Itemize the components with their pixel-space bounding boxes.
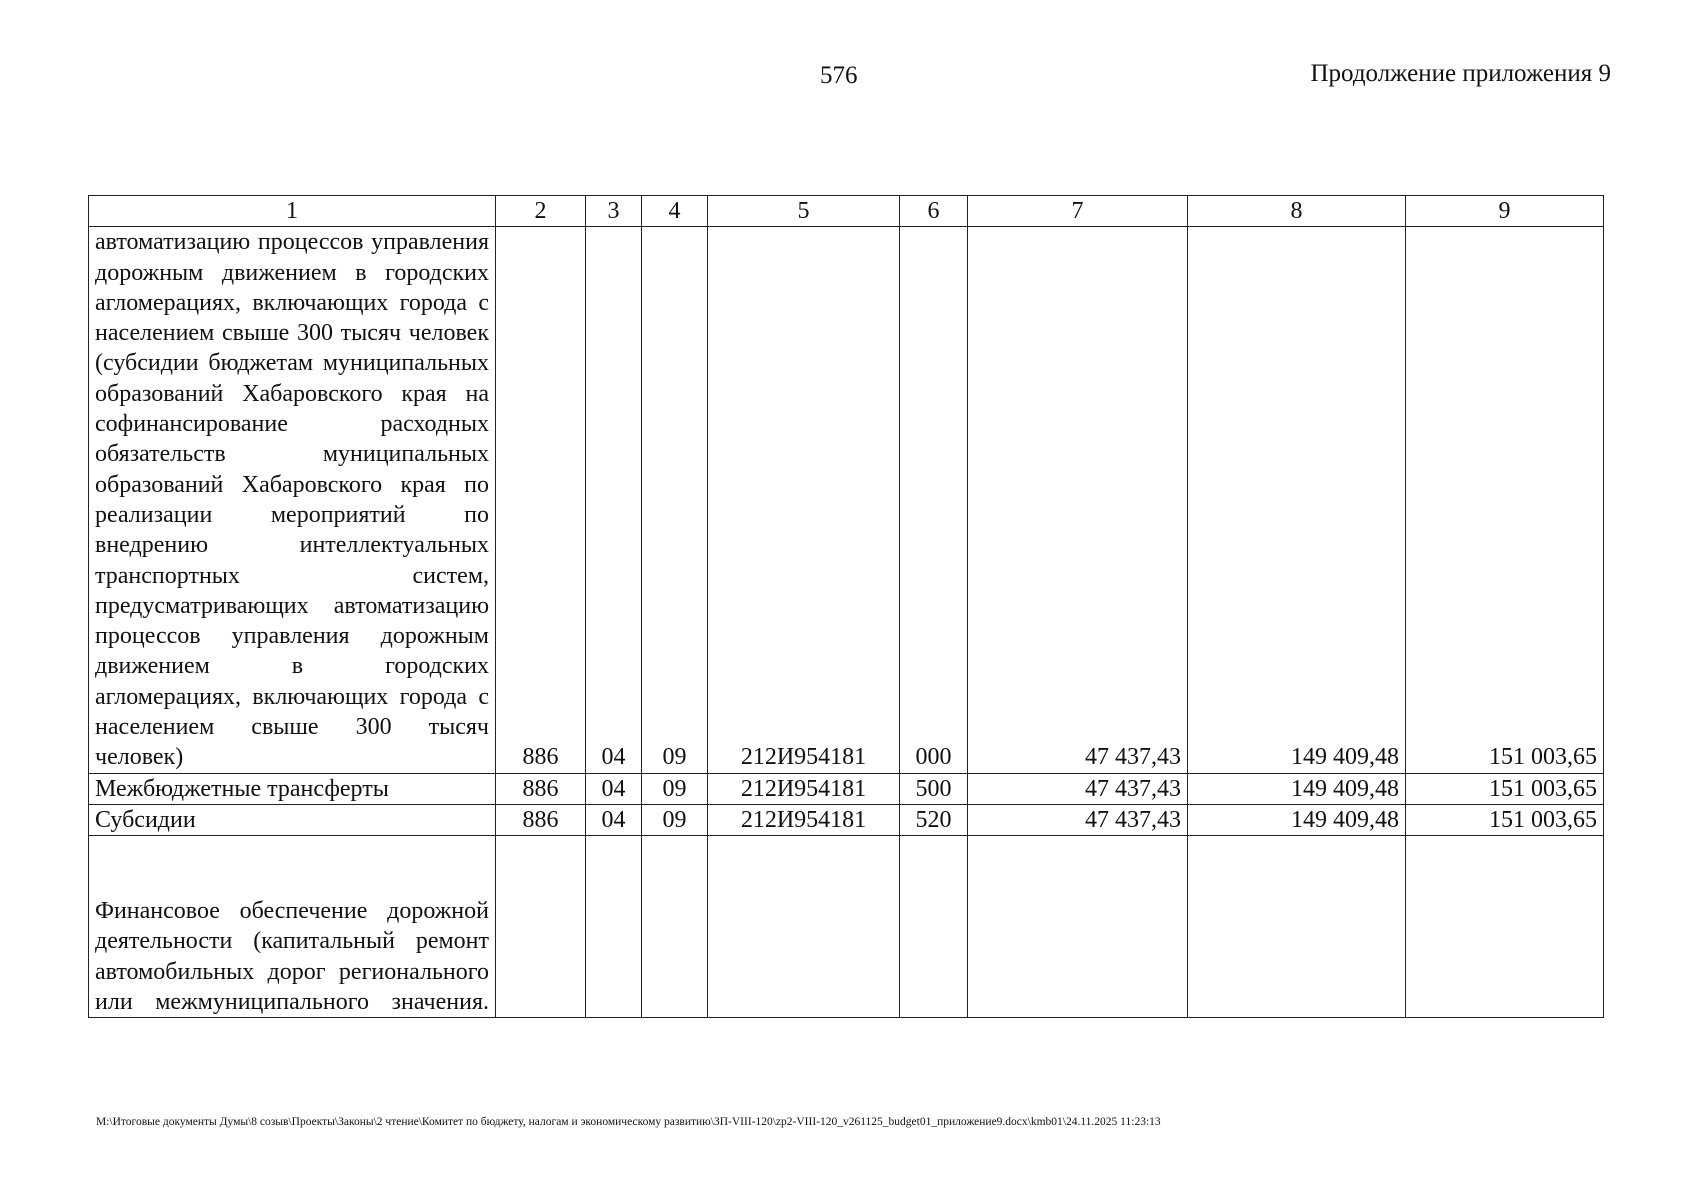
column-header: 4	[642, 196, 708, 227]
row-name: Субсидии	[89, 804, 496, 835]
row-name: Межбюджетные трансферты	[89, 773, 496, 804]
column-header: 2	[496, 196, 586, 227]
row-name: автоматизацию процессов управления дорожным движением в городских агломерациях, включающих города с населением свыше 300 тысяч человек (субсидии бюджетам муниципальных образований Хабаровского края на софинансирование расходных обязательств муниципальных образований Хабаровского края по реализации мероприятий по внедрению интеллектуальных транспортных систем, предусматривающих автоматизацию процессов управления дорожным движением в городских агломерациях, включающих города с населением свыше 300 тысяч человек)	[89, 227, 496, 773]
cell-ministry: 886	[496, 227, 586, 773]
cell-amount-8	[1188, 836, 1406, 1018]
cell-amount-8: 149 409,48	[1188, 227, 1406, 773]
cell-expense-type: 000	[900, 227, 968, 773]
table-row	[89, 227, 1604, 773]
cell-amount-8: 149 409,48	[1188, 804, 1406, 835]
cell-subsection: 09	[642, 227, 708, 773]
table-row	[89, 773, 1604, 804]
column-header: 1	[89, 196, 496, 227]
column-header: 7	[968, 196, 1188, 227]
cell-expense-type: 520	[900, 804, 968, 835]
cell-amount-9: 151 003,65	[1406, 773, 1604, 804]
cell-target-article: 212И954181	[708, 227, 900, 773]
cell-amount-9: 151 003,65	[1406, 804, 1604, 835]
cell-section	[586, 836, 642, 1018]
table-row	[89, 804, 1604, 835]
cell-amount-9: 151 003,65	[1406, 227, 1604, 773]
cell-subsection: 09	[642, 804, 708, 835]
cell-expense-type: 500	[900, 773, 968, 804]
cell-amount-7: 47 437,43	[968, 773, 1188, 804]
column-header: 3	[586, 196, 642, 227]
budget-table	[88, 195, 1604, 1018]
cell-ministry: 886	[496, 773, 586, 804]
cell-section: 04	[586, 227, 642, 773]
cell-ministry: 886	[496, 804, 586, 835]
cell-amount-7: 47 437,43	[968, 227, 1188, 773]
column-header: 5	[708, 196, 900, 227]
cell-amount-8: 149 409,48	[1188, 773, 1406, 804]
row-name: Финансовое обеспечение дорожной деятельности (капитальный ремонт автомобильных дорог регионального или межмуниципального значения.	[89, 836, 496, 1018]
cell-amount-7: 47 437,43	[968, 804, 1188, 835]
table-row	[89, 836, 1604, 1018]
cell-expense-type	[900, 836, 968, 1018]
column-header: 9	[1406, 196, 1604, 227]
page-number: 576	[820, 62, 858, 89]
cell-target-article: 212И954181	[708, 804, 900, 835]
cell-target-article: 212И954181	[708, 773, 900, 804]
cell-ministry	[496, 836, 586, 1018]
continuation-label: Продолжение приложения 9	[1310, 60, 1611, 87]
cell-subsection	[642, 836, 708, 1018]
cell-target-article	[708, 836, 900, 1018]
column-header: 6	[900, 196, 968, 227]
file-path-footer: M:\Итоговые документы Думы\8 созыв\Проекты\Законы\2 чтение\Комитет по бюджету, налогам и экономическому развитию\ЗП-VIII-120\zp2-VIII-120_v261125_budget01_приложение9.docx\kmb01\24.11.2025 11:23:13	[96, 1116, 1161, 1128]
cell-amount-9	[1406, 836, 1604, 1018]
column-header: 8	[1188, 196, 1406, 227]
column-number-row	[89, 196, 1604, 227]
cell-section: 04	[586, 773, 642, 804]
cell-section: 04	[586, 804, 642, 835]
cell-subsection: 09	[642, 773, 708, 804]
cell-amount-7	[968, 836, 1188, 1018]
